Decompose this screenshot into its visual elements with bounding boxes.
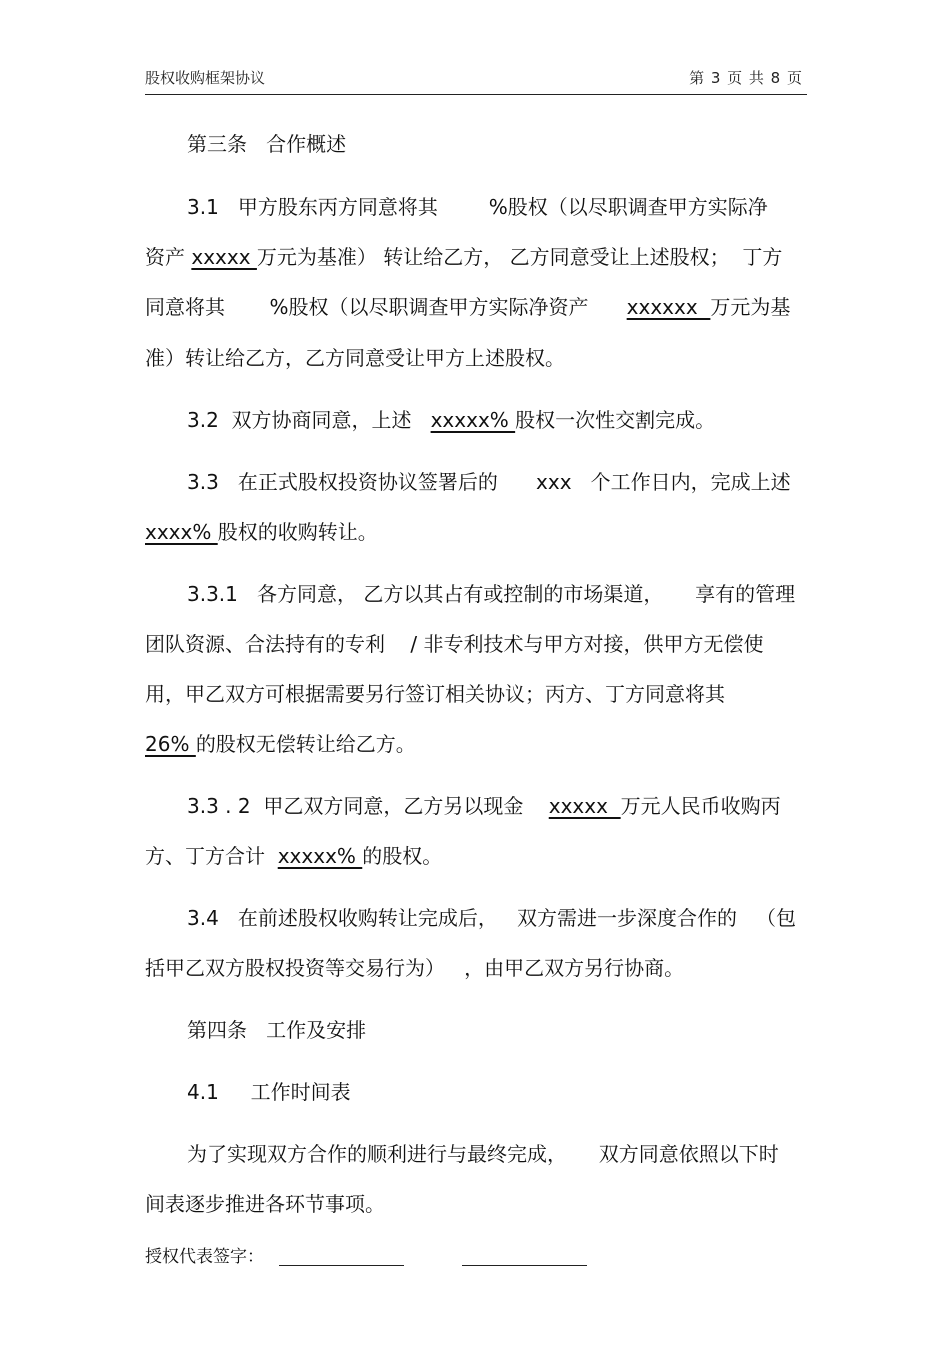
- article-3-heading: 第三条 合作概述: [187, 132, 347, 156]
- clause-3-3-line-1: 3.3 在正式股权投资协议签署后的 xxx 个工作日内，完成上述: [187, 470, 791, 494]
- clause-3-1-line-3: 同意将其 %股权（以尽职调查甲方实际净资产 xxxxxx 万元为基: [145, 295, 791, 319]
- clause-3-4-line-1: 3.4 在前述股权收购转让完成后， 双方需进一步深度合作的 （包: [187, 906, 797, 930]
- page-indicator: 第 3 页 共 8 页: [689, 69, 803, 87]
- article-4-heading: 第四条 工作及安排: [187, 1018, 367, 1042]
- blank-share-percent: xxxxx%: [430, 408, 516, 432]
- clause-3-3-1-line-1: 3.3.1 各方同意， 乙方以其占有或控制的市场渠道， 享有的管理: [187, 582, 796, 606]
- clause-3-4-line-2: 括甲乙双方股权投资等交易行为） ，由甲乙双方另行协商。: [145, 956, 685, 980]
- clause-4-1-line-1: 为了实现双方合作的顺利进行与最终完成， 双方同意依照以下时: [187, 1142, 779, 1166]
- blank-transfer-percent: xxxx%: [145, 520, 218, 544]
- signature-line-2: [462, 1265, 587, 1266]
- share-percent-26: 26%: [145, 732, 196, 756]
- blank-net-asset-amount-2: xxxxxx: [626, 295, 711, 319]
- clause-3-3-2-line-2: 方、丁方合计 xxxxx% 的股权。: [145, 844, 443, 868]
- clause-3-3-1-line-4: 26% 的股权无偿转让给乙方。: [145, 732, 416, 756]
- header-divider: [145, 94, 807, 95]
- clause-3-3-2-line-1: 3.3 . 2 甲乙双方同意，乙方另以现金 xxxxx 万元人民币收购丙: [187, 794, 781, 818]
- blank-net-asset-amount: xxxxx: [191, 245, 257, 269]
- clause-3-2: 3.2 双方协商同意，上述 xxxxx% 股权一次性交割完成。: [187, 408, 716, 432]
- clause-3-1-line-4: 准）转让给乙方，乙方同意受让甲方上述股权。: [145, 346, 565, 370]
- clause-3-1-line-1: 3.1 甲方股东丙方同意将其 %股权（以尽职调查甲方实际净: [187, 195, 768, 219]
- blank-combined-percent: xxxxx%: [277, 844, 363, 868]
- clause-4-1-heading: 4.1 工作时间表: [187, 1080, 351, 1104]
- clause-3-3-1-line-3: 用，甲乙双方可根据需要另行签订相关协议；丙方、丁方同意将其: [145, 682, 725, 706]
- signature-line-1: [279, 1265, 404, 1266]
- clause-3-1-line-2: 资产 xxxxx 万元为基准） 转让给乙方， 乙方同意受让上述股权； 丁方: [145, 245, 783, 269]
- clause-3-3-1-line-2: 团队资源、合法持有的专利 / 非专利技术与甲方对接，供甲方无偿使: [145, 632, 764, 656]
- clause-3-3-line-2: xxxx% 股权的收购转让。: [145, 520, 378, 544]
- blank-cash-amount: xxxxx: [548, 794, 621, 818]
- clause-4-1-line-2: 间表逐步推进各环节事项。: [145, 1192, 385, 1216]
- signature-label: 授权代表签字：: [145, 1247, 264, 1267]
- header-title: 股权收购框架协议: [145, 69, 266, 87]
